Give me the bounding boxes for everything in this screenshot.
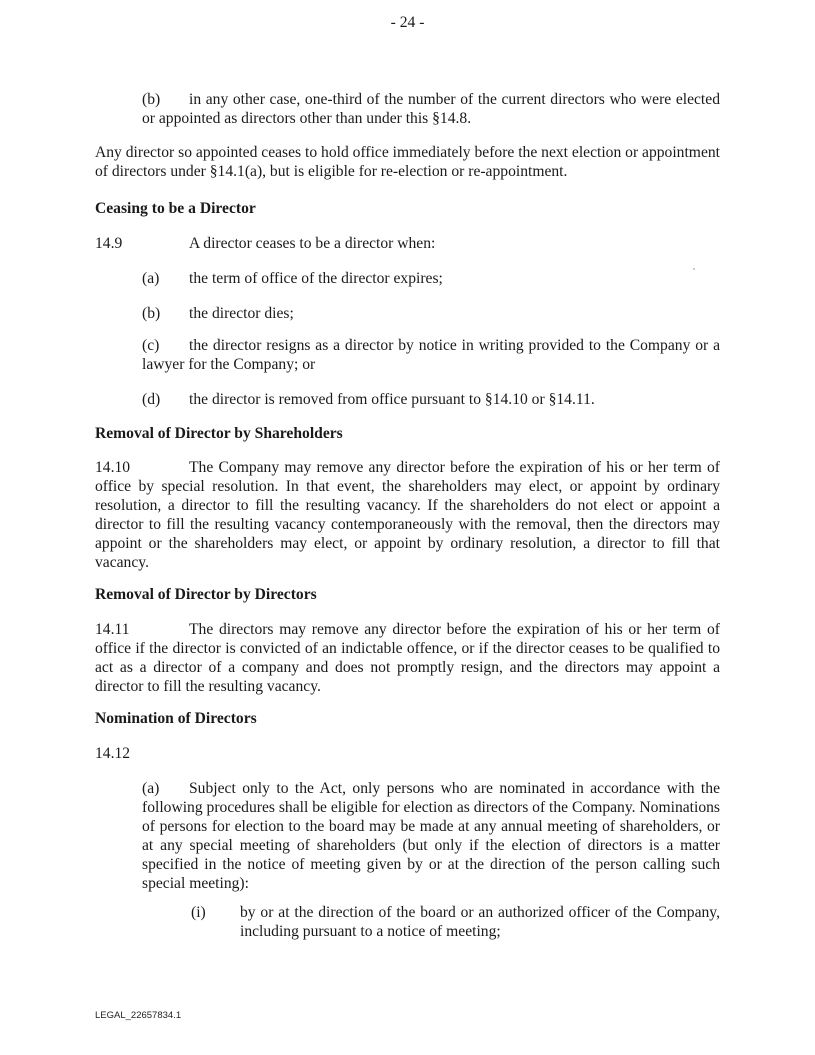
section-text: The Company may remove any director before the expiration of his or her term of office by special resolution. In that event, the shareholders may elect, or appoint by ordinary resolution, a director to fill the resulting vacancy. If the shareholders do not elect or appoint a director to fill the resulting vacancy contemporaneously with the removal, then the directors may appoint or the shareholders may elect, or appoint by ordinary resolution, a director to fill that vacancy.: [95, 459, 720, 571]
nomination-item-a: [142, 779, 720, 893]
section-heading-removal-directors: Removal of Director by Directors: [95, 586, 317, 603]
item-label: (a): [142, 270, 160, 287]
page-number: - 24 -: [390, 14, 425, 31]
section-14-11: [95, 620, 720, 696]
section-number: 14.10: [95, 459, 131, 476]
carryover-item-b: [142, 90, 720, 128]
item-label: (d): [142, 391, 161, 408]
item-text: the term of office of the director expires;: [189, 270, 443, 287]
item-text: in any other case, one-third of the number of the current directors who were elected or appointed as directors other than under this §14.8.: [142, 91, 720, 127]
section-number: 14.9: [95, 235, 123, 252]
section-number: 14.11: [95, 621, 130, 638]
document-code: LEGAL_22657834.1: [95, 1010, 182, 1021]
carryover-paragraph: Any director so appointed ceases to hold office immediately before the next election or appointment of directors under §14.1(a), but is eligible for re-election or re-appointment.: [95, 144, 720, 180]
sub-item-text: by or at the direction of the board or an authorized officer of the Company, including pursuant to a notice of meeting;: [240, 904, 720, 940]
section-heading-ceasing: Ceasing to be a Director: [95, 200, 256, 217]
item-text: the director dies;: [189, 305, 294, 322]
sub-item-label: (i): [191, 904, 206, 921]
section-14-10: [95, 458, 720, 572]
section-lead-text: A director ceases to be a director when:: [189, 235, 436, 252]
item-label: (b): [142, 91, 161, 108]
item-text: the director resigns as a director by notice in writing provided to the Company or a lawyer for the Company; or: [142, 337, 720, 373]
item-label: (b): [142, 305, 161, 322]
section-number: 14.12: [95, 745, 131, 762]
item-label: (a): [142, 780, 160, 797]
scan-speck: [693, 268, 695, 270]
nomination-sub-item: [191, 903, 720, 941]
item-label: (c): [142, 337, 160, 354]
section-heading-nomination: Nomination of Directors: [95, 710, 257, 727]
section-heading-removal-shareholders: Removal of Director by Shareholders: [95, 425, 343, 442]
item-text: the director is removed from office pursuant to §14.10 or §14.11.: [189, 391, 595, 408]
item-text: Subject only to the Act, only persons who are nominated in accordance with the following procedures shall be eligible for election as directors of the Company. Nominations of persons for election to the board may be made at any annual meeting of shareholders, or at any special meeting of shareholders (but only if the election of directors is a matter specified in the notice of meeting given by or at the direction of the person calling such special meeting):: [142, 780, 720, 892]
list-item: [142, 336, 720, 374]
section-text: The directors may remove any director before the expiration of his or her term of office if the director is convicted of an indictable offence, or if the director ceases to be qualified to act as a director of a company and does not promptly resign, and the directors may appoint a director to fill the resulting vacancy.: [95, 621, 720, 695]
